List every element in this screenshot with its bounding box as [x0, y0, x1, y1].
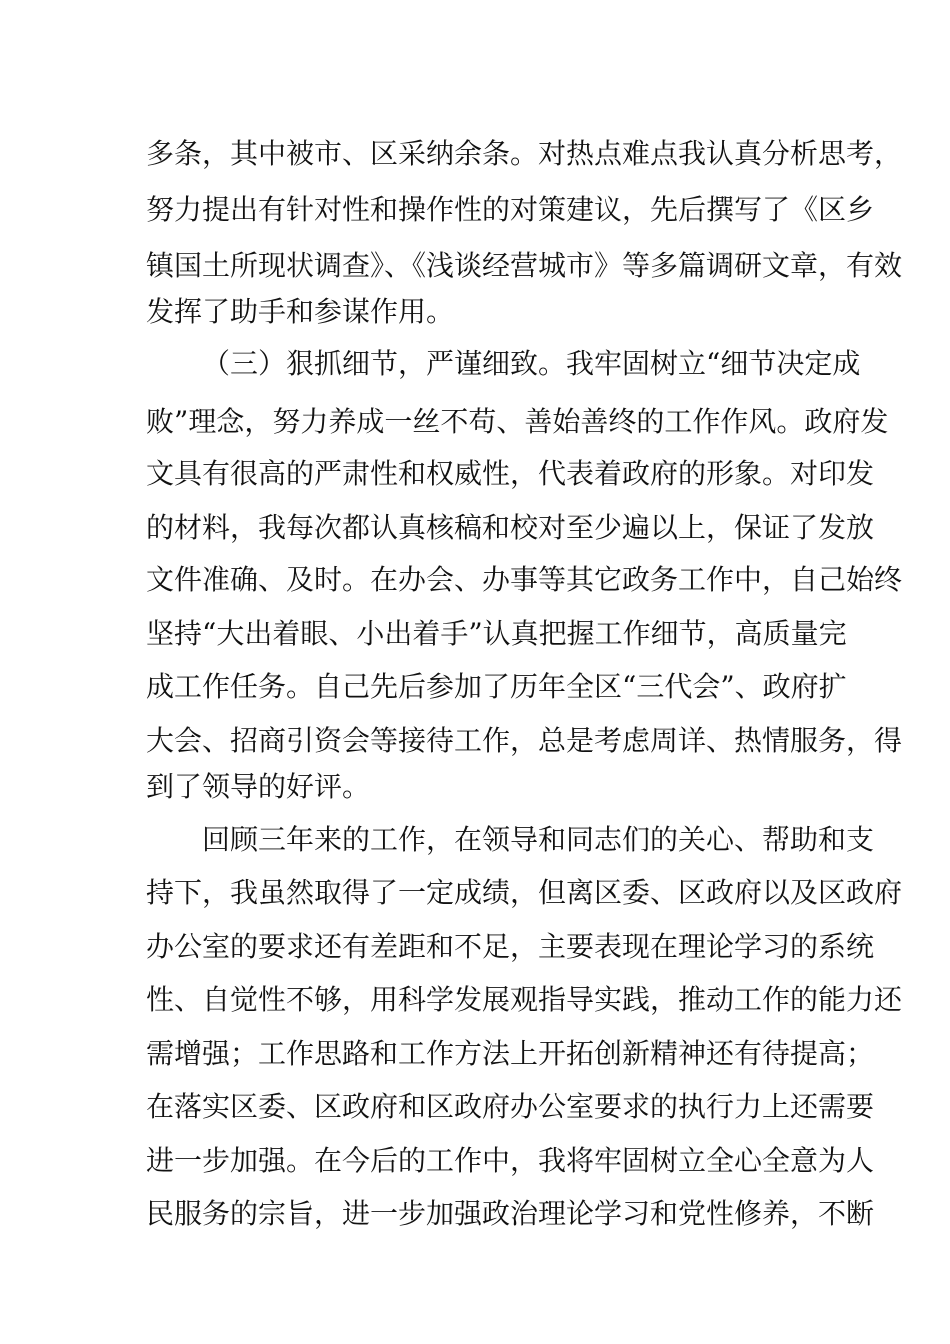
text-line: 镇国土所现状调查》、《浅谈经营城市》等多篇调研文章，有效: [146, 249, 903, 282]
text-line: 性、自觉性不够，用科学发展观指导实践，推动工作的能力还: [146, 983, 903, 1016]
text-line: 大会、招商引资会等接待工作，总是考虑周详、热情服务，得: [146, 724, 903, 757]
text-line: 办公室的要求还有差距和不足，主要表现在理论学习的系统: [146, 930, 875, 963]
text-line: 民服务的宗旨，进一步加强政治理论学习和党性修养，不断: [146, 1197, 875, 1230]
text-line: 文件准确、及时。在办会、办事等其它政务工作中，自己始终: [146, 563, 903, 596]
text-line: 努力提出有针对性和操作性的对策建议，先后撰写了《区乡: [146, 193, 875, 226]
text-line: 文具有很高的严肃性和权威性，代表着政府的形象。对印发: [146, 457, 875, 490]
text-line: 败”理念，努力养成一丝不苟、善始善终的工作作风。政府发: [146, 405, 889, 438]
text-line: 需增强；工作思路和工作方法上开拓创新精神还有待提高；: [146, 1037, 875, 1070]
text-line: 多条，其中被市、区采纳余条。对热点难点我认真分析思考，: [146, 137, 903, 170]
paragraph-first-line: 回顾三年来的工作，在领导和同志们的关心、帮助和支: [202, 823, 875, 856]
text-line: 进一步加强。在今后的工作中，我将牢固树立全心全意为人: [146, 1144, 875, 1177]
text-line: 在落实区委、区政府和区政府办公室要求的执行力上还需要: [146, 1090, 875, 1123]
paragraph-heading-line: （三）狠抓细节，严谨细致。我牢固树立“细节决定成: [202, 347, 861, 380]
text-line: 的材料，我每次都认真核稿和校对至少遍以上，保证了发放: [146, 511, 875, 544]
text-line: 坚持“大出着眼、小出着手”认真把握工作细节，高质量完: [146, 617, 847, 650]
text-line: 持下，我虽然取得了一定成绩，但离区委、区政府以及区政府: [146, 876, 903, 909]
text-line: 到了领导的好评。: [146, 770, 371, 803]
text-line: 发挥了助手和参谋作用。: [146, 295, 455, 328]
text-line: 成工作任务。自己先后参加了历年全区“三代会”、政府扩: [146, 670, 847, 703]
